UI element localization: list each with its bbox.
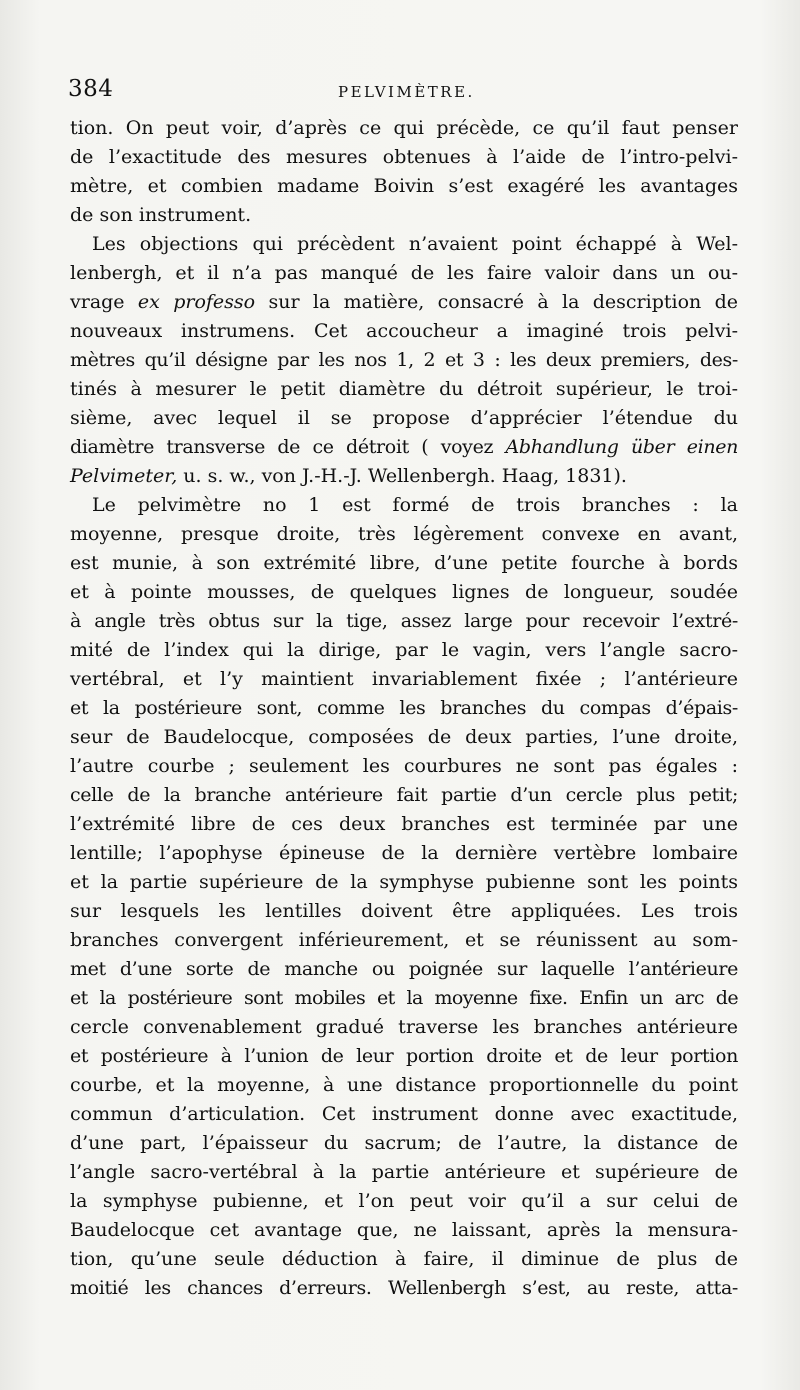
text-line: lenbergh, et il n’a pas manqué de les faire valoir dans un ou- — [70, 262, 738, 284]
text-line: de l’exactitude des mesures obtenues à l’aide de l’intro-pelvi- — [70, 146, 738, 168]
text-line: lentille; l’apophyse épineuse de la dernière vertèbre lombaire — [70, 842, 738, 864]
text-run: u. s. w., von J.-H.-J. Wellenbergh. Haag, 1831). — [177, 465, 627, 487]
text-line: l’angle sacro-vertébral à la partie antérieure et supérieure de — [70, 1161, 738, 1183]
text-line: et la postérieure sont mobiles et la moyenne fixe. Enfin un arc de — [70, 987, 738, 1009]
paragraph-start-line: Les objections qui précèdent n’avaient point échappé à Wel- — [92, 233, 738, 255]
text-line: de son instrument. — [70, 204, 252, 226]
text-line: tion. On peut voir, d’après ce qui précède, ce qu’il faut penser — [70, 117, 738, 139]
text-line: commun d’articulation. Cet instrument donne avec exactitude, — [70, 1103, 738, 1125]
text-line: la symphyse pubienne, et l’on peut voir qu’il a sur celui de — [70, 1190, 738, 1212]
text-line: tion, qu’une seule déduction à faire, il diminue de plus de — [70, 1248, 738, 1270]
text-line: est munie, à son extrémité libre, d’une petite fourche à bords — [70, 552, 738, 574]
text-line: celle de la branche antérieure fait partie d’un cercle plus petit; — [70, 784, 738, 806]
text-line: mètre, et combien madame Boivin s’est exagéré les avantages — [70, 175, 738, 197]
text-line: et la postérieure sont, comme les branches du compas d’épais- — [70, 697, 738, 719]
text-line: moyenne, presque droite, très légèrement convexe en avant, — [70, 523, 738, 545]
paragraph-start-line: Le pelvimètre no 1 est formé de trois branches : la — [92, 494, 738, 516]
text-line — [70, 433, 738, 462]
text-line: nouveaux instrumens. Cet accoucheur a imaginé trois pelvi- — [70, 320, 738, 342]
text-line: et postérieure à l’union de leur portion droite et de leur portion — [70, 1045, 738, 1067]
text-line: met d’une sorte de manche ou poignée sur laquelle l’antérieure — [70, 958, 738, 980]
body-text — [70, 114, 738, 1303]
page-header — [68, 76, 736, 106]
text-line — [70, 288, 738, 317]
text-line: cercle convenablement gradué traverse les branches antérieure — [70, 1016, 738, 1038]
text-line: mité de l’index qui la dirige, par le vagin, vers l’angle sacro- — [70, 639, 738, 661]
text-line: sur lesquels les lentilles doivent être appliquées. Les trois — [70, 900, 738, 922]
text-line: mètres qu’il désigne par les nos 1, 2 et 3 : les deux premiers, des- — [70, 349, 738, 371]
text-line: sième, avec lequel il se propose d’apprécier l’étendue du — [70, 407, 738, 429]
text-line: seur de Baudelocque, composées de deux parties, l’une droite, — [70, 726, 738, 748]
text-line: branches convergent inférieurement, et se réunissent au som- — [70, 929, 738, 951]
text-line: l’autre courbe ; seulement les courbures ne sont pas égales : — [70, 755, 738, 777]
running-head: PELVIMÈTRE. — [338, 83, 475, 101]
text-run: sur la matière, consacré à la description de — [255, 291, 739, 313]
text-line: et à pointe mousses, de quelques lignes de longueur, soudée — [70, 581, 738, 603]
page-number: 384 — [68, 76, 114, 102]
text-line: l’extrémité libre de ces deux branches est terminée par une — [70, 813, 738, 835]
italic-phrase: ex professo — [137, 291, 256, 313]
italic-phrase: Abhandlung über einen — [505, 436, 738, 458]
text-line: à angle très obtus sur la tige, assez large pour recevoir l’extré- — [70, 610, 738, 632]
text-line: vertébral, et l’y maintient invariablement fixée ; l’antérieure — [70, 668, 738, 690]
text-line: Baudelocque cet avantage que, ne laissant, après la mensura- — [70, 1219, 738, 1241]
text-line: et la partie supérieure de la symphyse pubienne sont les points — [70, 871, 738, 893]
text-line: tinés à mesurer le petit diamètre du détroit supérieur, le troi- — [70, 378, 738, 400]
text-line: d’une part, l’épaisseur du sacrum; de l’autre, la distance de — [70, 1132, 738, 1154]
text-line: moitié les chances d’erreurs. Wellenbergh s’est, au reste, atta- — [70, 1277, 738, 1299]
text-run: diamètre transverse de ce détroit ( voyez — [70, 436, 506, 458]
text-run: vrage — [70, 291, 138, 313]
italic-phrase: Pelvimeter, — [70, 465, 178, 487]
text-line: courbe, et la moyenne, à une distance proportionnelle du point — [70, 1074, 738, 1096]
text-line — [70, 462, 738, 491]
